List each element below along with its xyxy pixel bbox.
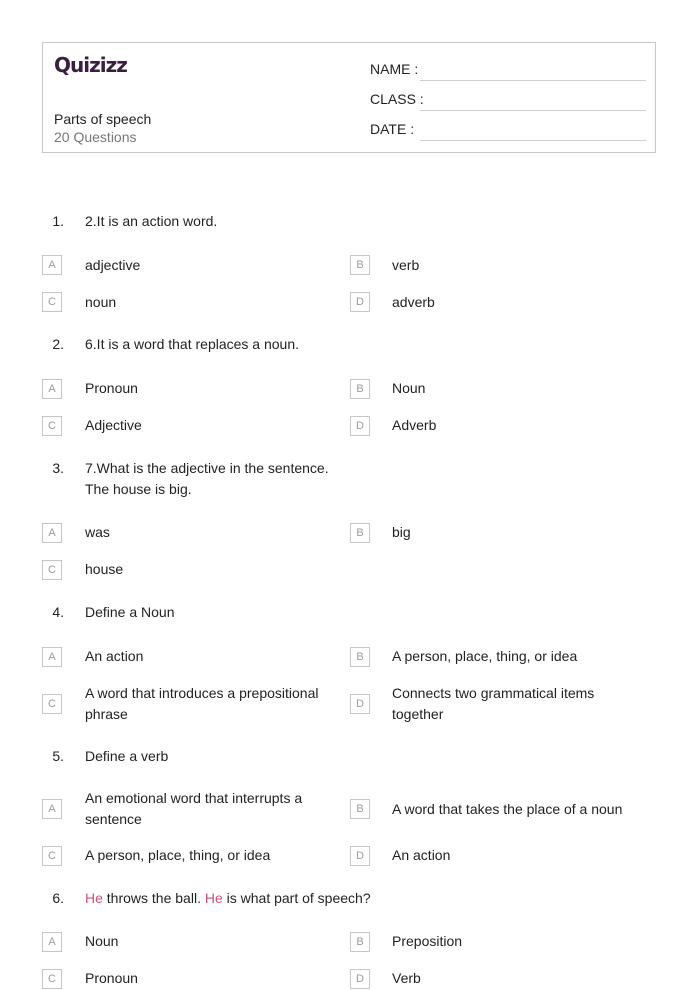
option-text-c (85, 683, 345, 725)
class-line (420, 110, 646, 111)
option-text-b: A word that takes the place of a noun (392, 801, 623, 817)
option-text-a: was (85, 524, 110, 540)
question-text (85, 458, 605, 500)
question-text: Define a Noun (85, 604, 175, 620)
question-text-line: 7.What is the adjective in the sentence. (85, 460, 329, 476)
option-box-a[interactable]: A (42, 523, 62, 543)
question-number: 3. (52, 460, 64, 476)
option-text-c: Adjective (85, 417, 142, 433)
option-text-c: Pronoun (85, 970, 138, 986)
option-text-a: An action (85, 648, 144, 664)
option-box-d[interactable]: D (350, 694, 370, 714)
question-text: Define a verb (85, 748, 169, 764)
quizizz-logo: Quizizz (54, 53, 127, 77)
option-box-c[interactable]: C (42, 292, 62, 312)
option-box-a[interactable]: A (42, 647, 62, 667)
worksheet-header (42, 42, 656, 153)
option-text-b: A person, place, thing, or idea (392, 648, 578, 664)
option-box-a[interactable]: A (42, 379, 62, 399)
option-box-d[interactable]: D (350, 292, 370, 312)
question-number: 2. (52, 336, 64, 352)
option-box-c[interactable]: C (42, 416, 62, 436)
class-label: CLASS : (370, 91, 424, 107)
question-text: 2.It is an action word. (85, 213, 218, 229)
question-number: 4. (52, 604, 64, 620)
option-box-b[interactable]: B (350, 523, 370, 543)
class-field[interactable] (370, 91, 646, 111)
option-text-c: house (85, 561, 124, 577)
option-text-a: Noun (85, 933, 119, 949)
option-box-a[interactable]: A (42, 799, 62, 819)
name-field[interactable] (370, 61, 646, 81)
option-box-c[interactable]: C (42, 560, 62, 580)
option-box-b[interactable]: B (350, 799, 370, 819)
question-text (85, 888, 605, 909)
option-text-d (392, 683, 652, 725)
option-text-b: Noun (392, 380, 426, 396)
option-text-line: phrase (85, 706, 128, 722)
question-text-part: throws the ball. (102, 890, 205, 906)
option-text-c: noun (85, 294, 117, 310)
option-box-b[interactable]: B (350, 647, 370, 667)
option-text-d: Verb (392, 970, 421, 986)
option-box-d[interactable]: D (350, 846, 370, 866)
option-text-a: Pronoun (85, 380, 138, 396)
option-text-c: A person, place, thing, or idea (85, 847, 271, 863)
option-box-d[interactable]: D (350, 416, 370, 436)
option-text-line: An emotional word that interrupts a (85, 790, 303, 806)
option-text-line: Connects two grammatical items (392, 685, 595, 701)
option-text-d: adverb (392, 294, 435, 310)
option-box-a[interactable]: A (42, 932, 62, 952)
worksheet-title: Parts of speech (54, 111, 152, 127)
date-field[interactable] (370, 121, 646, 141)
option-box-d[interactable]: D (350, 969, 370, 989)
option-text-line: A word that introduces a prepositional (85, 685, 319, 701)
option-text-a: adjective (85, 257, 141, 273)
name-line (420, 80, 646, 81)
option-text-b: big (392, 524, 411, 540)
option-text-d: Adverb (392, 417, 437, 433)
question-text-line: The house is big. (85, 481, 192, 497)
option-box-b[interactable]: B (350, 932, 370, 952)
question-text-part: is what part of speech? (222, 890, 371, 906)
question-count: 20 Questions (54, 129, 137, 145)
option-box-c[interactable]: C (42, 846, 62, 866)
date-line (420, 140, 646, 141)
option-box-b[interactable]: B (350, 379, 370, 399)
option-box-a[interactable]: A (42, 255, 62, 275)
question-text: 6.It is a word that replaces a noun. (85, 336, 300, 352)
option-text-b: Preposition (392, 933, 463, 949)
option-text-a (85, 788, 345, 830)
highlighted-word: He (204, 890, 223, 906)
question-number: 1. (52, 213, 64, 229)
option-box-c[interactable]: C (42, 694, 62, 714)
question-number: 6. (52, 890, 64, 906)
option-text-b: verb (392, 257, 420, 273)
name-label: NAME : (370, 61, 419, 77)
option-box-b[interactable]: B (350, 255, 370, 275)
date-label: DATE : (370, 121, 415, 137)
question-number: 5. (52, 748, 64, 764)
highlighted-word: He (85, 890, 103, 906)
option-text-line: together (392, 706, 444, 722)
option-text-d: An action (392, 847, 451, 863)
option-text-line: sentence (85, 811, 142, 827)
option-box-c[interactable]: C (42, 969, 62, 989)
